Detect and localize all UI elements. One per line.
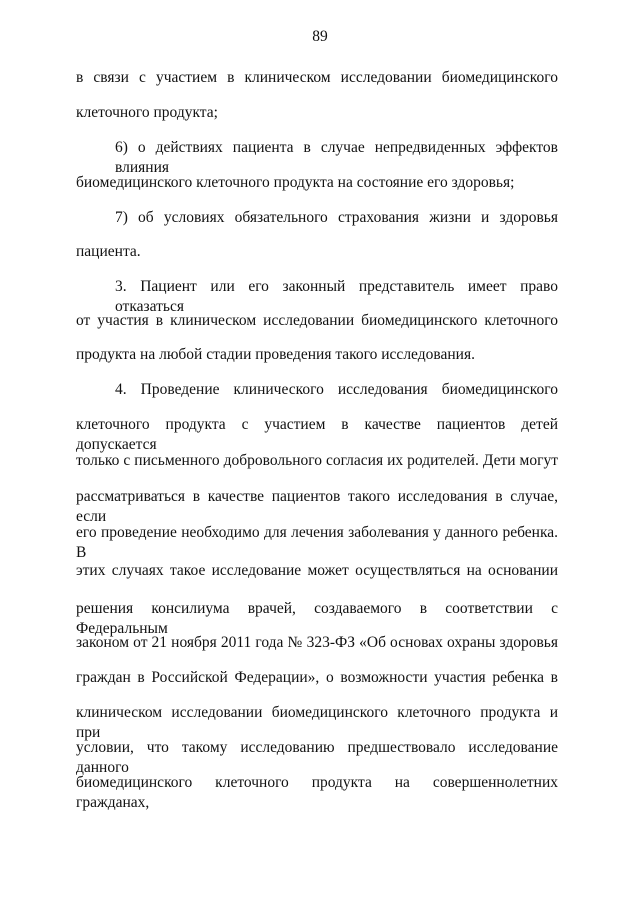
text-line: законом от 21 ноября 2011 года № 323-ФЗ «Об основах охраны здоровья <box>76 634 558 651</box>
text-line: этих случаях такое исследование может осуществляться на основании <box>76 562 558 579</box>
text-line: решения консилиума врачей, создаваемого в соответствии с Федеральным <box>76 600 558 637</box>
text-line: 4. Проведение клинического исследования биомедицинского <box>115 381 558 398</box>
text-line: только с письменного добровольного согласия их родителей. Дети могут <box>76 452 558 469</box>
text-line: клеточного продукта с участием в качестве пациентов детей допускается <box>76 416 558 453</box>
text-line: условии, что такому исследованию предшествовало исследование данного <box>76 739 558 776</box>
text-line: биомедицинского клеточного продукта на совершеннолетних гражданах, <box>76 774 558 811</box>
text-line: продукта на любой стадии проведения такого исследования. <box>76 346 475 363</box>
text-line: биомедицинского клеточного продукта на состояние его здоровья; <box>76 174 515 191</box>
text-line: клиническом исследовании биомедицинского клеточного продукта и при <box>76 704 558 741</box>
page-number: 89 <box>312 28 328 45</box>
text-line: пациента. <box>76 243 141 260</box>
text-line: 7) об условиях обязательного страхования жизни и здоровья <box>115 209 558 226</box>
text-line: от участия в клиническом исследовании биомедицинского клеточного <box>76 312 558 329</box>
text-line: в связи с участием в клиническом исследовании биомедицинского <box>76 69 558 86</box>
text-line: клеточного продукта; <box>76 104 218 121</box>
text-line: 6) о действиях пациента в случае непредвиденных эффектов влияния <box>115 139 558 176</box>
text-line: граждан в Российской Федерации», о возможности участия ребенка в <box>76 669 558 686</box>
text-line: его проведение необходимо для лечения заболевания у данного ребенка. В <box>76 524 558 561</box>
text-line: 3. Пациент или его законный представитель имеет право отказаться <box>115 278 558 315</box>
text-line: рассматриваться в качестве пациентов такого исследования в случае, если <box>76 488 558 525</box>
